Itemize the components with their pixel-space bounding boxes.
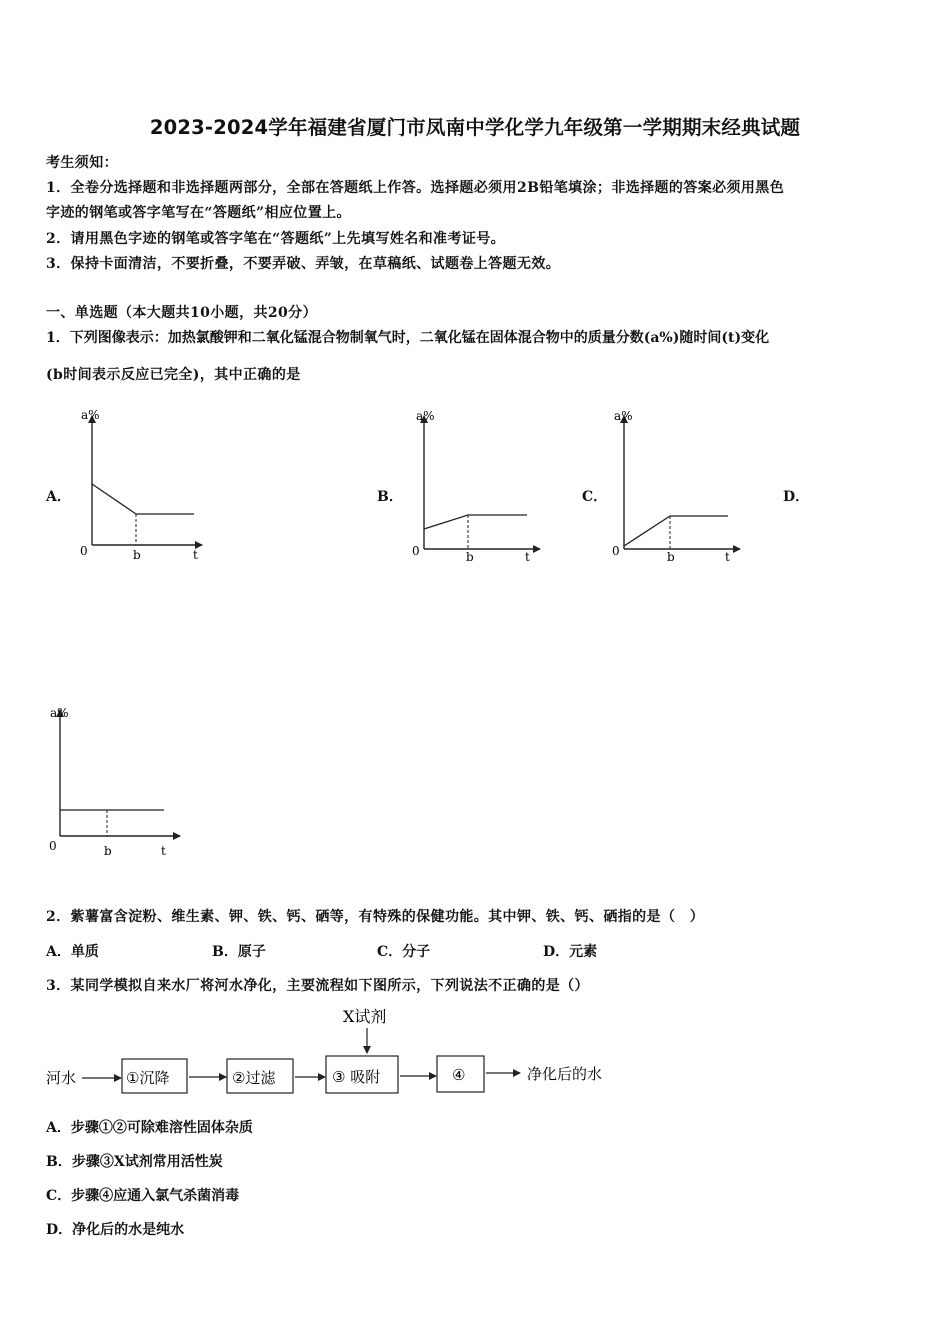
graph-a-x-label: t — [193, 548, 198, 562]
graph-b-b-label: b — [466, 550, 474, 564]
graph-c — [604, 404, 744, 564]
graph-d — [40, 700, 190, 865]
flow-step-4-label: ④ — [452, 1066, 466, 1084]
q2-option-c[interactable]: C．分子 — [377, 944, 431, 960]
q2-option-b[interactable]: B．原子 — [212, 944, 266, 960]
graph-d-origin: 0 — [49, 839, 57, 853]
graph-d-x-label: t — [161, 844, 166, 858]
graph-a-y-label: a% — [81, 408, 100, 422]
graph-c-origin: 0 — [612, 544, 620, 558]
q2-stem: 2．紫薯富含淀粉、维生素、钾、铁、钙、硒等，有特殊的保健功能。其中钾、铁、钙、硒指的是（ ） — [46, 909, 705, 925]
flow-step-2-label: ②过滤 — [232, 1069, 276, 1087]
graph-b-origin: 0 — [412, 544, 420, 558]
notice-line-1a: 1．全卷分选择题和非选择题两部分，全部在答题纸上作答。选择题必须用2B铅笔填涂；非选择题的答案必须用黑色 — [46, 180, 785, 196]
graph-b — [404, 404, 544, 564]
q3-option-c[interactable]: C．步骤④应通入氯气杀菌消毒 — [46, 1188, 240, 1204]
graph-b-x-label: t — [525, 550, 530, 564]
q1-stem-line-2: (b时间表示反应已完全)，其中正确的是 — [46, 367, 301, 383]
graph-d-b-label: b — [104, 844, 112, 858]
flow-end-label: 净化后的水 — [527, 1065, 603, 1083]
graph-b-y-label: a% — [416, 409, 435, 423]
graph-a-curve — [92, 484, 194, 514]
flow-step-3-label: ③ 吸附 — [332, 1068, 381, 1086]
notice-line-2: 2．请用黑色字迹的钢笔或答字笔在“答题纸”上先填写姓名和准考证号。 — [46, 231, 506, 247]
graph-d-y-label: a% — [50, 706, 69, 720]
graph-c-y-label: a% — [614, 409, 633, 423]
graph-c-b-label: b — [667, 550, 675, 564]
page-title: 2023-2024学年福建省厦门市凤南中学化学九年级第一学期期末经典试题 — [149, 116, 801, 139]
q2-option-d[interactable]: D．元素 — [543, 944, 598, 960]
graph-c-x-label: t — [725, 550, 730, 564]
q1-option-c-label[interactable]: C． — [582, 489, 608, 505]
notice-heading: 考生须知： — [46, 155, 118, 171]
q1-option-a-label[interactable]: A． — [46, 489, 71, 505]
section-heading: 一、单选题（本大题共10小题，共20分） — [46, 305, 317, 321]
graph-a-origin: 0 — [80, 544, 88, 558]
flow-start-label: 河水 — [46, 1069, 77, 1087]
q1-stem-line-1: 1．下列图像表示：加热氯酸钾和二氧化锰混合物制氧气时，二氧化锰在固体混合物中的质量分数(a%)随时间(t)变化 — [46, 330, 770, 346]
q3-option-b[interactable]: B．步骤③X试剂常用活性炭 — [46, 1154, 223, 1170]
graph-a-b-label: b — [133, 548, 141, 562]
graph-b-curve — [424, 515, 527, 529]
notice-line-3: 3．保持卡面清洁，不要折叠，不要弄破、弄皱，在草稿纸、试题卷上答题无效。 — [46, 256, 561, 272]
q1-option-d-label[interactable]: D． — [783, 489, 810, 505]
q2-option-a[interactable]: A．单质 — [46, 944, 99, 960]
q3-option-d[interactable]: D．净化后的水是纯水 — [46, 1222, 185, 1238]
flow-step-1-label: ①沉降 — [126, 1069, 170, 1087]
purification-flow-diagram — [40, 1000, 640, 1100]
q3-stem: 3．某同学模拟自来水厂将河水净化，主要流程如下图所示，下列说法不正确的是（） — [46, 978, 589, 994]
q1-option-b-label[interactable]: B． — [377, 489, 403, 505]
graph-c-curve — [624, 516, 728, 546]
graph-a — [70, 404, 210, 564]
notice-line-1b: 字迹的钢笔或答字笔写在“答题纸”相应位置上。 — [46, 205, 351, 221]
flow-reagent-label: X试剂 — [343, 1007, 387, 1026]
q3-option-a[interactable]: A．步骤①②可除难溶性固体杂质 — [46, 1120, 253, 1136]
